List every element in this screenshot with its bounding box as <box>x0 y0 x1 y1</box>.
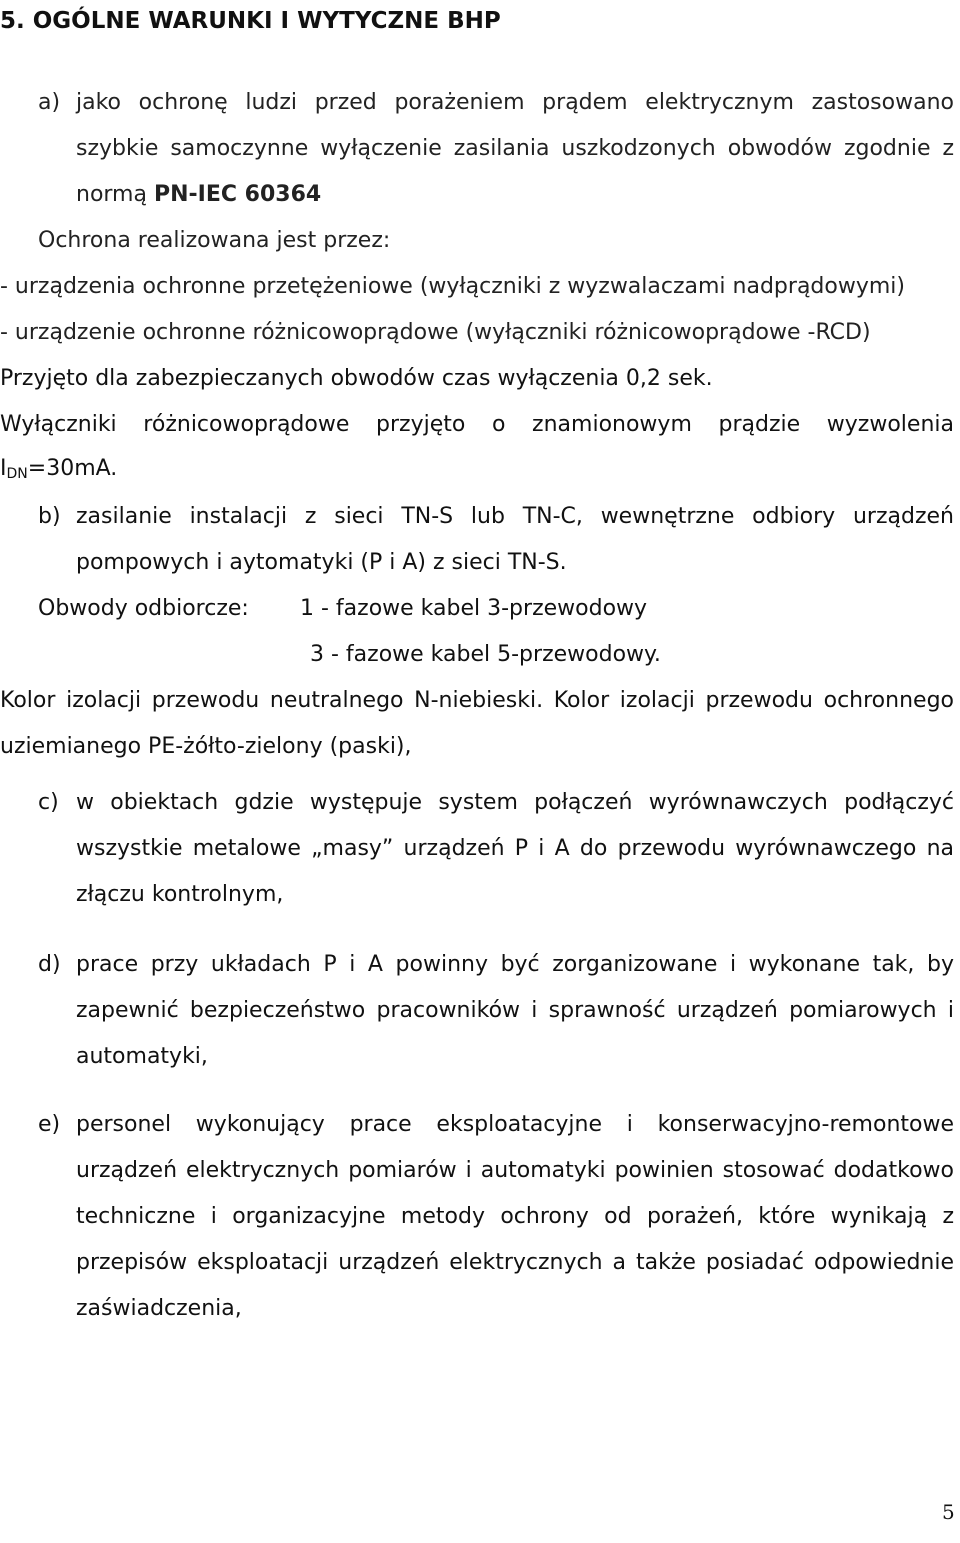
section-e-line-3: techniczne i organizacyjne metody ochrony od porażeń, które wynikają z <box>76 1204 954 1229</box>
section-a-line-8: Wyłączniki różnicowoprądowe przyjęto o znamionowym prądzie wyzwolenia <box>0 412 954 437</box>
section-d-label: d) <box>38 952 61 977</box>
section-b-line-4: uziemianego PE-żółto-zielony (paski), <box>0 734 412 759</box>
section-a-line-6: - urządzenie ochronne różnicowoprądowe (wyłączniki różnicowoprądowe -RCD) <box>0 320 871 345</box>
section-d-line-3: automatyki, <box>76 1044 208 1069</box>
page-number: 5 <box>942 1500 955 1524</box>
section-b-line-3: Kolor izolacji przewodu neutralnego N-niebieski. Kolor izolacji przewodu ochronnego <box>0 688 954 713</box>
standard-prefix: normą <box>76 182 147 207</box>
section-a-line-7: Przyjęto dla zabezpieczanych obwodów czas wyłączenia 0,2 sek. <box>0 366 713 391</box>
circuits-label: Obwody odbiorcze: <box>38 596 249 621</box>
section-e-line-1: personel wykonujący prace eksploatacyjne i konserwacyjno-remontowe <box>76 1112 954 1137</box>
section-c-line-3: złączu kontrolnym, <box>76 882 284 907</box>
circuit-single-phase: 1 - fazowe kabel 3-przewodowy <box>300 596 648 621</box>
current-subscript: DN <box>6 466 28 482</box>
standard-name: PN-IEC 60364 <box>153 182 322 207</box>
section-a-label: a) <box>38 90 61 115</box>
section-a-line-3 <box>76 180 321 210</box>
section-a-line-4: Ochrona realizowana jest przez: <box>38 228 391 253</box>
section-b-line-1: zasilanie instalacji z sieci TN-S lub TN-C, wewnętrzne odbiory urządzeń <box>76 504 954 529</box>
section-a-line-5: - urządzenia ochronne przetężeniowe (wyłączniki z wyzwalaczami nadprądowymi) <box>0 274 905 299</box>
section-a-line-2: szybkie samoczynne wyłączenie zasilania uszkodzonych obwodów zgodnie z <box>76 136 954 161</box>
section-e-label: e) <box>38 1112 61 1137</box>
section-c-line-2: wszystkie metalowe „masy” urządzeń P i A do przewodu wyrównawczego na <box>76 836 954 861</box>
current-symbol: I <box>0 456 7 481</box>
section-b-line-2: pompowych i aytomatyki (P i A) z sieci TN-S. <box>76 550 567 575</box>
section-c-line-1: w obiektach gdzie występuje system połączeń wyrównawczych podłączyć <box>76 790 954 815</box>
circuit-three-phase: 3 - fazowe kabel 5-przewodowy. <box>310 642 661 667</box>
section-d-line-1: prace przy układach P i A powinny być zorganizowane i wykonane tak, by <box>76 952 954 977</box>
section-a-line-9 <box>0 454 117 489</box>
section-c-label: c) <box>38 790 59 815</box>
section-e-line-5: zaświadczenia, <box>76 1296 242 1321</box>
section-e-line-2: urządzeń elektrycznych pomiarów i automatyki powinien stosować dodatkowo <box>76 1158 954 1183</box>
section-d-line-2: zapewnić bezpieczeństwo pracowników i sprawność urządzeń pomiarowych i <box>76 998 954 1023</box>
section-heading: 5. OGÓLNE WARUNKI I WYTYCZNE BHP <box>0 8 501 34</box>
section-a-line-1: jako ochronę ludzi przed porażeniem prądem elektrycznym zastosowano <box>76 90 954 115</box>
section-b-label: b) <box>38 504 61 529</box>
section-e-line-4: przepisów eksploatacji urządzeń elektrycznych a także posiadać odpowiednie <box>76 1250 954 1275</box>
current-value: =30mA. <box>27 456 118 481</box>
